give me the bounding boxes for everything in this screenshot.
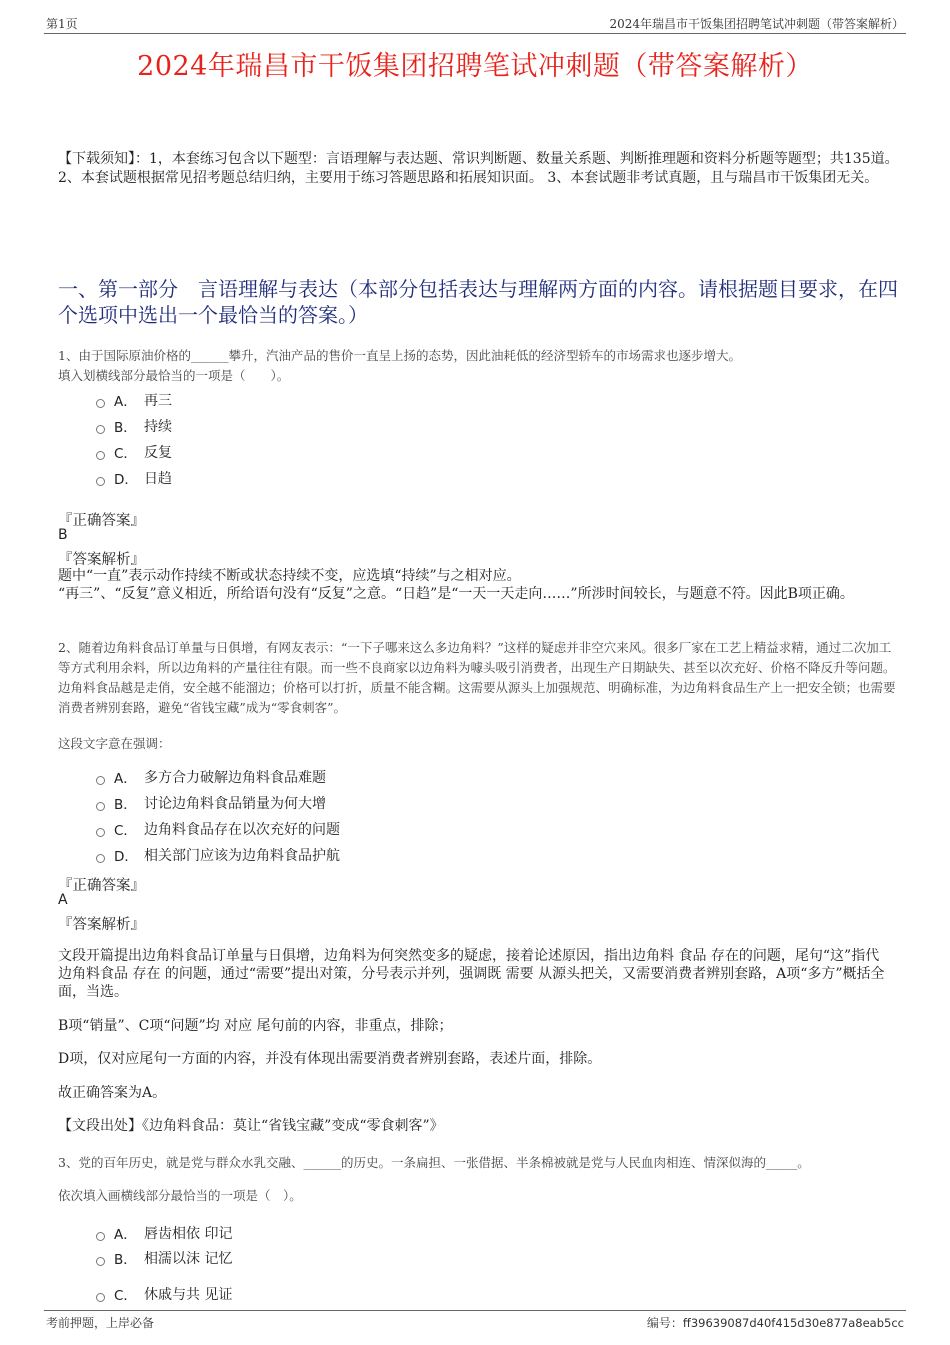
option-letter: A． <box>114 771 137 787</box>
question-2-text: 2、随着边角料食品订单量与日俱增，有网友表示：“一下子哪来这么多边角料？”这样的疑虑并非空穴来风。很多厂家在工艺上精益求精，通过二次加工等方式利用余料，所以边角料的产量往往有限。而一些不良商家以边角料为噱头吸引消费者，出现生产日期缺失、甚至以次充好、价格不降反升等问题。边角料食品越是走俏，安全越不能溜边；价格可以打折，质量不能含糊。这需要从源头上加强规范、明确标准，为边角料食品生产上一把安全锁；也需要消费者辨别套路，避免“省钱宝藏”成为“零食刺客”。 <box>58 640 896 715</box>
question-2-option-b[interactable] <box>96 793 326 813</box>
question-2-source: 【文段出处】《边角料食品：莫让“省钱宝藏”变成“零食刺客”》 <box>58 1118 444 1134</box>
option-text: 边角料食品存在以次充好的问题 <box>144 822 340 838</box>
radio-icon[interactable] <box>96 1232 105 1241</box>
footer-divider <box>44 1310 906 1311</box>
option-letter: C． <box>114 1288 137 1304</box>
option-letter: D． <box>114 849 138 865</box>
document-code <box>647 1314 904 1331</box>
question-1-text: 1、由于国际原油价格的______攀升，汽油产品的售价一直呈上扬的态势，因此油耗低的经济型轿车的市场需求也逐步增大。 <box>58 348 741 363</box>
radio-icon[interactable] <box>96 477 105 486</box>
option-letter: A． <box>114 394 137 410</box>
question-1-analysis-line: 题中“一直”表示动作持续不断或状态持续不变，应选填“持续”与之相对应。 <box>58 568 521 584</box>
question-1-prompt: 填入划横线部分最恰当的一项是（ ）。 <box>58 368 290 383</box>
option-text: 多方合力破解边角料食品难题 <box>144 770 326 786</box>
option-letter: A． <box>114 1227 137 1243</box>
option-text: 休戚与共 见证 <box>144 1287 233 1303</box>
code-label: 编号： <box>646 1316 683 1330</box>
code-value: ff39639087d40f415d30e877a8eab5cc <box>682 1316 904 1330</box>
radio-icon[interactable] <box>96 854 105 863</box>
header-divider <box>44 33 906 34</box>
option-letter: B． <box>114 797 137 813</box>
question-2-option-d[interactable] <box>96 845 340 865</box>
question-1-option-d[interactable] <box>96 468 172 488</box>
option-letter: C． <box>114 823 137 839</box>
option-text: 反复 <box>144 445 172 461</box>
option-letter: B． <box>114 420 137 436</box>
radio-icon[interactable] <box>96 828 105 837</box>
radio-icon[interactable] <box>96 399 105 408</box>
question-2-answer: A <box>58 892 68 908</box>
option-text: 持续 <box>144 419 172 435</box>
header-doc-title: 2024年瑞昌市干饭集团招聘笔试冲刺题（带答案解析） <box>609 17 904 31</box>
download-notice: 【下载须知】：1，本套练习包含以下题型：言语理解与表达题、常识判断题、数量关系题、判断推理题和资料分析题等题型；共135道。 2、本套试题根据常见招考题总结归纳，主要用于练习答题思路和拓展知识面。 3、本套试题非考试真题，且与瑞昌市干饭集团无关。 <box>58 151 899 186</box>
page-title: 2024年瑞昌市干饭集团招聘笔试冲刺题（带答案解析） <box>137 51 813 82</box>
option-text: 相关部门应该为边角料食品护航 <box>144 848 340 864</box>
question-2-analysis-line: B项“销量”、C项“问题”均 对应 尾句前的内容，非重点，排除； <box>58 1018 453 1034</box>
question-2-analysis-line: D项，仅对应尾句一方面的内容，并没有体现出需要消费者辨别套路，表述片面，排除。 <box>58 1051 602 1067</box>
option-letter: C． <box>114 446 137 462</box>
question-2-analysis-label: 『答案解析』 <box>58 917 145 933</box>
question-1-option-a[interactable] <box>96 390 172 410</box>
option-text: 相濡以沫 记忆 <box>144 1251 233 1267</box>
question-2-analysis-line: 文段开篇提出边角料食品订单量与日俱增，边角料为何突然变多的疑虑，接着论述原因，指出边角料 食品 存在的问题，尾句“这”指代边角料食品 存在 的问题，通过“需要”提出对策，分号表示并列，强调既 需要 从源头把关，又需要消费者辨别套路，A项“多方”概括全面，当选。 <box>58 948 885 1000</box>
radio-icon[interactable] <box>96 1293 105 1302</box>
option-text: 唇齿相依 印记 <box>144 1226 233 1242</box>
radio-icon[interactable] <box>96 425 105 434</box>
question-3-text: 3、党的百年历史，就是党与群众水乳交融、______的历史。一条扁担、一张借据、半条棉被就是党与人民血肉相连、情深似海的_____。 <box>58 1155 810 1170</box>
question-1-analysis-label: 『答案解析』 <box>58 552 145 568</box>
question-1-option-b[interactable] <box>96 416 172 436</box>
option-text: 日趋 <box>144 471 172 487</box>
option-letter: D． <box>114 472 138 488</box>
question-2-option-c[interactable] <box>96 819 340 839</box>
question-1-answer: B <box>58 527 68 543</box>
section-heading: 一、第一部分 言语理解与表达（本部分包括表达与理解两方面的内容。请根据题目要求，在四个选项中选出一个最恰当的答案。） <box>58 277 898 327</box>
radio-icon[interactable] <box>96 1257 105 1266</box>
footer-slogan: 考前押题，上岸必备 <box>46 1316 155 1330</box>
radio-icon[interactable] <box>96 802 105 811</box>
question-2-option-a[interactable] <box>96 767 326 787</box>
option-letter: B． <box>114 1252 137 1268</box>
page-number: 第1页 <box>46 17 78 31</box>
question-1-analysis-line: “再三”、“反复”意义相近，所给语句没有“反复”之意。“日趋”是“一天一天走向……”所涉时间较长，与题意不符。因此B项正确。 <box>58 586 854 602</box>
question-1-option-c[interactable] <box>96 442 172 462</box>
question-2-answer-label: 『正确答案』 <box>58 878 145 894</box>
question-3-option-a[interactable] <box>96 1223 232 1243</box>
question-3-prompt: 依次填入画横线部分最恰当的一项是（ ）。 <box>58 1188 302 1203</box>
question-2-prompt: 这段文字意在强调： <box>58 736 171 751</box>
option-text: 讨论边角料食品销量为何大增 <box>144 796 326 812</box>
option-text: 再三 <box>144 393 172 409</box>
radio-icon[interactable] <box>96 451 105 460</box>
question-2-analysis-line: 故正确答案为A。 <box>58 1085 167 1101</box>
radio-icon[interactable] <box>96 776 105 785</box>
question-3-option-c[interactable] <box>96 1284 232 1304</box>
question-1-answer-label: 『正确答案』 <box>58 513 145 529</box>
question-3-option-b[interactable] <box>96 1248 232 1268</box>
